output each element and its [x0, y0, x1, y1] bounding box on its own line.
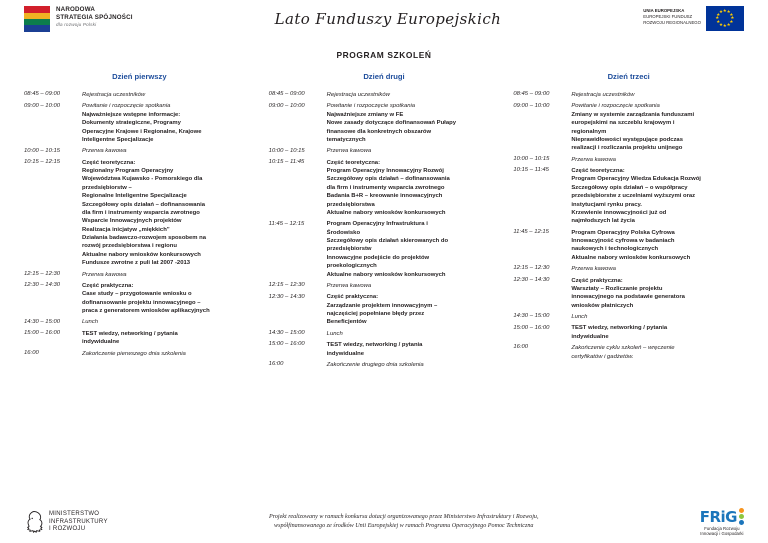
schedule-row: [513, 277, 744, 311]
schedule-column: [24, 72, 255, 372]
schedule-line: Regionalny Program Operacyjny: [82, 168, 174, 174]
schedule-line: Szczegółowy opis działań skierowanych do: [326, 238, 449, 244]
schedule-description: [571, 229, 744, 263]
schedule-time: 14:30 – 15:00: [24, 318, 61, 325]
schedule-row: [24, 282, 255, 316]
schedule-line: Najważniejsze wstępne informacje:: [82, 111, 181, 118]
schedule-line: innowacyjnego na podstawie generatora: [571, 294, 685, 301]
schedule-line: Innowacyjność cyfrowa w badaniach: [571, 238, 675, 244]
schedule-line: Program Operacyjny Infrastruktura i: [326, 221, 428, 228]
schedule-line: regionalnym: [571, 128, 607, 135]
schedule-column: [513, 72, 744, 372]
schedule-description: [82, 159, 255, 268]
eu-line1: UNIA EUROPEJSKA: [643, 8, 685, 13]
schedule-line: Aktualne nabory wniosków konkursowych: [571, 254, 691, 261]
schedule-line: Lunch: [326, 330, 343, 337]
schedule-line: indywidualne: [82, 339, 120, 346]
frig-subtitle: [700, 526, 743, 537]
schedule-line: Dokumenty strategiczne, Programy: [82, 120, 181, 127]
schedule-time: 14:30 – 15:00: [513, 313, 550, 320]
eu-star-icon: ★: [729, 19, 734, 25]
eu-star-icon: ★: [722, 7, 727, 13]
eu-star-icon: ★: [726, 21, 731, 27]
schedule-row: [269, 341, 500, 358]
schedule-row: [269, 102, 500, 144]
schedule-time: 12:30 – 14:30: [513, 276, 550, 283]
schedule-line: Beneficjentów: [326, 319, 367, 326]
document-footer: [0, 508, 768, 537]
schedule-line: dofinansowanie projektu innowacyjnego –: [82, 299, 201, 306]
schedule-row: [513, 167, 744, 226]
schedule-line: przedsiębiorstw z uczelniami wyższymi oraz: [571, 193, 696, 200]
column-heading: Dzień drugi: [363, 72, 405, 81]
schedule-time: 10:15 – 11:45: [268, 158, 305, 165]
ministry-logo: [24, 510, 108, 534]
schedule-line: Aktualne nabory wniosków konkursowych: [326, 209, 446, 216]
schedule-line: Innowacyjne podejście do projektów: [326, 254, 430, 261]
schedule-time: 09:00 – 10:00: [513, 102, 550, 109]
schedule-line: certyfikatów i gadżetów.: [571, 353, 634, 360]
ns-tagline: dla rozwoju Polski: [56, 22, 97, 28]
schedule-line: Aktualne nabory wniosków konkursowych: [326, 271, 446, 278]
frig-wordmark: FRiG: [699, 507, 737, 526]
schedule-time: 11:45 – 12:15: [268, 220, 305, 227]
schedule-line: Część praktyczna:: [326, 294, 379, 301]
ministry-logo-text: [49, 511, 108, 534]
schedule-time: 10:00 – 10:15: [268, 147, 305, 154]
schedule-description: [82, 350, 255, 358]
frig-dots-icon: [739, 508, 744, 525]
schedule-time: 12:15 – 12:30: [24, 270, 61, 277]
schedule-time: 09:00 – 10:00: [268, 102, 305, 109]
schedule-line: Województwa Kujawsko - Pomorskiego dla: [82, 176, 203, 183]
schedule-description: [327, 341, 500, 358]
schedule-line: Szczegółowy opis działań – dofinansowania: [326, 176, 450, 183]
schedule-description: [327, 293, 500, 327]
schedule-time: 15:00 – 16:00: [268, 341, 305, 348]
ministry-line3: I ROZWOJU: [49, 526, 86, 533]
schedule-description: [327, 102, 500, 144]
schedule-time: 16:00: [513, 344, 529, 351]
schedule-row: [24, 350, 255, 358]
schedule-line: Szczegółowy opis działań – dofinansowania: [82, 201, 206, 208]
schedule-description: [571, 277, 744, 311]
document-header: [0, 0, 768, 46]
schedule-time: 15:00 – 16:00: [24, 330, 61, 337]
ns-line1: NARODOWA: [56, 6, 96, 13]
schedule-line: Zarządzanie projektem innowacyjnym –: [326, 302, 438, 309]
schedule-row: [513, 313, 744, 321]
frig-subtitle-line1: Fundacja Rozwoju: [704, 525, 740, 531]
schedule-line: wniosków płatniczych: [571, 302, 634, 309]
schedule-line: Powitanie i rozpoczęcie spotkania: [571, 103, 660, 110]
schedule-description: [571, 167, 744, 226]
schedule-row: [24, 91, 255, 99]
schedule-line: TEST wiedzy, networking / pytania: [82, 330, 178, 337]
schedule-time: 10:15 – 11:45: [513, 167, 549, 174]
schedule-row: [24, 159, 255, 268]
schedule-line: naukowych i technologicznych: [571, 246, 659, 253]
schedule-line: praca z generatorem wniosków aplikacyjnych: [82, 308, 210, 314]
schedule-line: Część praktyczna:: [571, 277, 623, 284]
ns-logo-text: [56, 6, 133, 28]
schedule-line: Rejestracja uczestników: [571, 92, 635, 98]
schedule-description: [82, 147, 255, 155]
schedule-description: [571, 156, 744, 164]
schedule-row: [513, 229, 744, 263]
schedule-description: [327, 282, 500, 290]
schedule-description: [327, 220, 500, 279]
schedule-line: Rejestracja uczestników: [326, 92, 390, 98]
schedule-time: 10:15 – 12:15: [24, 158, 61, 165]
schedule-line: Środowisko: [326, 229, 361, 236]
schedule-row: [24, 271, 255, 279]
schedule-line: Wsparcie Innowacyjnych projektów: [82, 218, 182, 225]
schedule-line: przedsiębiorstw: [326, 246, 372, 253]
schedule-line: Nieprawidłowości występujące podczas: [571, 136, 683, 143]
schedule-description: [82, 318, 255, 326]
schedule-row: [513, 102, 744, 152]
ns-line2: STRATEGIA SPÓJNOŚCI: [56, 14, 133, 22]
campaign-logo-text: Lato Funduszy Europejskich: [274, 10, 502, 28]
schedule-column: [269, 72, 500, 372]
schedule-description: [571, 265, 744, 273]
frig-foundation-logo: [700, 508, 744, 537]
eu-star-icon: ★: [716, 11, 721, 17]
schedule-line: Operacyjne Krajowe i Regionalne, Krajowe: [82, 128, 202, 135]
schedule-row: [24, 330, 255, 347]
schedule-line: rozwój przedsiębiorstwa i regionu: [82, 243, 177, 250]
schedule-line: Program Operacyjny Polska Cyfrowa: [571, 229, 675, 236]
schedule-line: Powitanie i rozpoczęcie spotkania: [326, 103, 416, 110]
schedule-line: Część teoretyczna:: [326, 159, 381, 166]
schedule-line: Krzewienie innowacyjności już od: [571, 209, 667, 216]
schedule-row: [24, 147, 255, 155]
schedule-time: 09:00 – 10:00: [24, 102, 61, 109]
schedule-row: [269, 330, 500, 338]
schedule-line: Aktualne nabory wniosków konkursowych: [82, 251, 201, 258]
ministry-line1: MINISTERSTWO: [49, 510, 100, 517]
eu-star-icon: ★: [726, 8, 731, 14]
schedule-line: Przerwa kawowa: [326, 282, 372, 289]
schedule-row: [24, 318, 255, 326]
schedule-description: [327, 330, 500, 338]
schedule-time: 11:45 – 12:15: [513, 228, 549, 235]
schedule-time: 10:00 – 10:15: [24, 147, 61, 154]
schedule-description: [82, 282, 255, 316]
schedule-line: przedsiębiorstw –: [82, 184, 132, 191]
schedule-row: [269, 282, 500, 290]
schedule-line: indywidualne: [326, 350, 364, 357]
schedule-line: Zakończenie cyklu szkoleń – wręczenie: [571, 345, 675, 352]
schedule-line: Program Operacyjny Innowacyjny Rozwój: [326, 168, 444, 174]
eu-star-icon: ★: [719, 21, 723, 27]
eu-star-icon: ★: [722, 22, 727, 28]
schedule-line: Przerwa kawowa: [571, 156, 616, 163]
schedule-line: Zakończenie drugiego dnia szkolenia: [326, 361, 424, 368]
schedule-row: [513, 324, 744, 341]
schedule-time: 08:45 – 09:00: [513, 91, 550, 98]
schedule-description: [327, 147, 500, 155]
schedule-line: Case study – przygotowanie wniosku o: [82, 291, 192, 298]
schedule-time: 12:30 – 14:30: [268, 293, 305, 300]
schedule-line: Nowe zasady dotyczące dofinansowań Pułapy: [326, 120, 456, 127]
eu-logo: [643, 6, 744, 31]
schedule-line: najmłodszych lat życia: [571, 218, 635, 225]
schedule-row: [513, 156, 744, 164]
schedule-line: instytucjami rynku pracy.: [571, 201, 642, 208]
schedule-time: 16:00: [24, 349, 39, 356]
schedule-line: dla firm i instrumenty wsparcia zwrotnego: [326, 184, 445, 191]
schedule-time: 08:45 – 09:00: [24, 91, 61, 98]
schedule-line: Zmiany w systemie zarządzania funduszami: [571, 111, 695, 118]
eu-line3: ROZWOJU REGIONALNEGO: [643, 20, 701, 26]
schedule-time: 12:15 – 12:30: [513, 265, 550, 272]
schedule-description: [571, 102, 744, 152]
schedule-line: realizacji i rozliczania projektu unijnego: [571, 145, 683, 152]
schedule-row: [269, 293, 500, 327]
schedule-row: [269, 91, 500, 99]
schedule-description: [327, 361, 500, 369]
funding-statement-line2: współfinansowanego ze środków Unii Europejskiej w ramach Programu Operacyjnego Pomoc Techniczna: [274, 523, 534, 530]
schedule-time: 16:00: [268, 361, 284, 368]
schedule-row: [269, 147, 500, 155]
schedule-line: Fundusze zwrotne z puli lat 2007 -2013: [82, 260, 191, 267]
schedule-description: [571, 313, 744, 321]
schedule-line: najczęściej popełniane błędy przez: [326, 311, 425, 317]
schedule-description: [82, 91, 255, 99]
schedule-line: indywidualne: [571, 333, 609, 340]
schedule-line: Część teoretyczna:: [82, 159, 136, 166]
funding-statement-line1: Projekt realizowany w ramach konkursu dotacji organizowanego przez Ministerstwo Infrastruktury i Rozwoju,: [269, 514, 539, 521]
schedule-line: Najważniejsze zmiany w FE: [326, 111, 404, 118]
schedule-line: Działania badawczo-rozwojem sposobem na: [82, 235, 207, 241]
schedule-description: [82, 102, 255, 144]
narodowa-strategia-spojnosci-logo: [24, 6, 133, 32]
schedule-line: tematycznych: [326, 136, 366, 143]
campaign-logo: [133, 6, 644, 29]
schedule-line: Realizacja inicjatyw „miękkich”: [82, 226, 170, 233]
schedule-line: Część teoretyczna:: [571, 168, 625, 174]
schedule-row: [513, 265, 744, 273]
schedule-time: 14:30 – 15:00: [268, 330, 305, 337]
schedule-line: Przerwa kawowa: [326, 148, 372, 155]
eu-star-icon: ★: [729, 11, 734, 17]
column-heading: Dzień pierwszy: [112, 72, 167, 81]
page-title: PROGRAM SZKOLEŃ: [336, 50, 432, 60]
schedule-description: [327, 91, 500, 99]
schedule-description: [571, 91, 744, 99]
schedule-row: [513, 344, 744, 361]
schedule-row: [513, 91, 744, 99]
schedule-line: Przerwa kawowa: [571, 266, 616, 273]
frig-subtitle-line2: Innowacji i Gospodarki: [700, 531, 744, 537]
schedule-line: Rejestracja uczestników: [82, 92, 146, 98]
schedule-line: Szczegółowy opis działań – o współpracy: [571, 184, 688, 191]
schedule-line: TEST wiedzy, networking / pytania: [571, 325, 668, 332]
funding-statement: [108, 513, 700, 531]
schedule-time: 12:15 – 12:30: [268, 282, 305, 289]
schedule-line: Program Operacyjny Wiedza Edukacja Rozwój: [571, 176, 701, 183]
eu-flag-icon: [706, 6, 744, 31]
schedule-row: [269, 159, 500, 218]
schedule-line: Lunch: [571, 314, 588, 320]
eu-star-icon: ★: [719, 8, 723, 14]
schedule-row: [269, 220, 500, 279]
schedule-line: europejskimi na szczeblu krajowym i: [571, 120, 675, 127]
frig-mark-icon: [700, 508, 744, 525]
schedule-description: [82, 271, 255, 279]
schedule-line: Badania B+R – kreowanie innowacyjnych: [326, 193, 443, 200]
schedule-line: Warsztaty – Rozliczanie projektu: [571, 285, 663, 292]
ns-flag-icon: [24, 6, 50, 32]
schedule-line: przedsiębiorstwa: [326, 201, 375, 208]
polish-eagle-icon: [24, 510, 44, 534]
schedule-line: Przerwa kawowa: [82, 271, 127, 278]
schedule-line: Regionalne Inteligentne Specjalizacje: [82, 193, 187, 200]
schedule-description: [327, 159, 500, 218]
schedule-line: proekologicznych: [326, 263, 377, 270]
eu-logo-text: [643, 6, 701, 27]
schedule-time: 10:00 – 10:15: [513, 155, 550, 162]
schedule-time: 08:45 – 09:00: [268, 91, 305, 98]
schedule-time: 12:30 – 14:30: [24, 282, 61, 289]
schedule-line: Inteligentne Specjalizacje: [82, 136, 154, 143]
column-heading: Dzień trzeci: [607, 72, 650, 81]
eu-star-icon: ★: [715, 15, 720, 21]
schedule-time: 15:00 – 16:00: [513, 324, 550, 331]
schedule-line: Lunch: [82, 319, 99, 326]
schedule-line: Zakończenie pierwszego dnia szkolenia: [82, 350, 186, 357]
ministry-line2: INFRASTRUKTURY: [49, 518, 108, 525]
schedule-description: [82, 330, 255, 347]
schedule-line: Część praktyczna:: [82, 282, 134, 289]
schedule-line: Powitanie i rozpoczęcie spotkania: [82, 103, 171, 110]
schedule-line: TEST wiedzy, networking / pytania: [326, 342, 423, 349]
eu-star-icon: ★: [730, 15, 735, 21]
eu-star-icon: ★: [716, 19, 721, 25]
schedule-row: [24, 102, 255, 144]
schedule-description: [571, 344, 744, 361]
schedule-line: Przerwa kawowa: [82, 148, 127, 155]
schedule-columns: [0, 72, 768, 372]
eu-line2: EUROPEJSKI FUNDUSZ: [643, 14, 693, 20]
schedule-line: finansowe dla konkretnych obszarów: [326, 128, 432, 135]
schedule-description: [571, 324, 744, 341]
schedule-row: [269, 361, 500, 369]
schedule-line: dla firm i instrumenty wsparcia zwrotnego: [82, 209, 200, 216]
